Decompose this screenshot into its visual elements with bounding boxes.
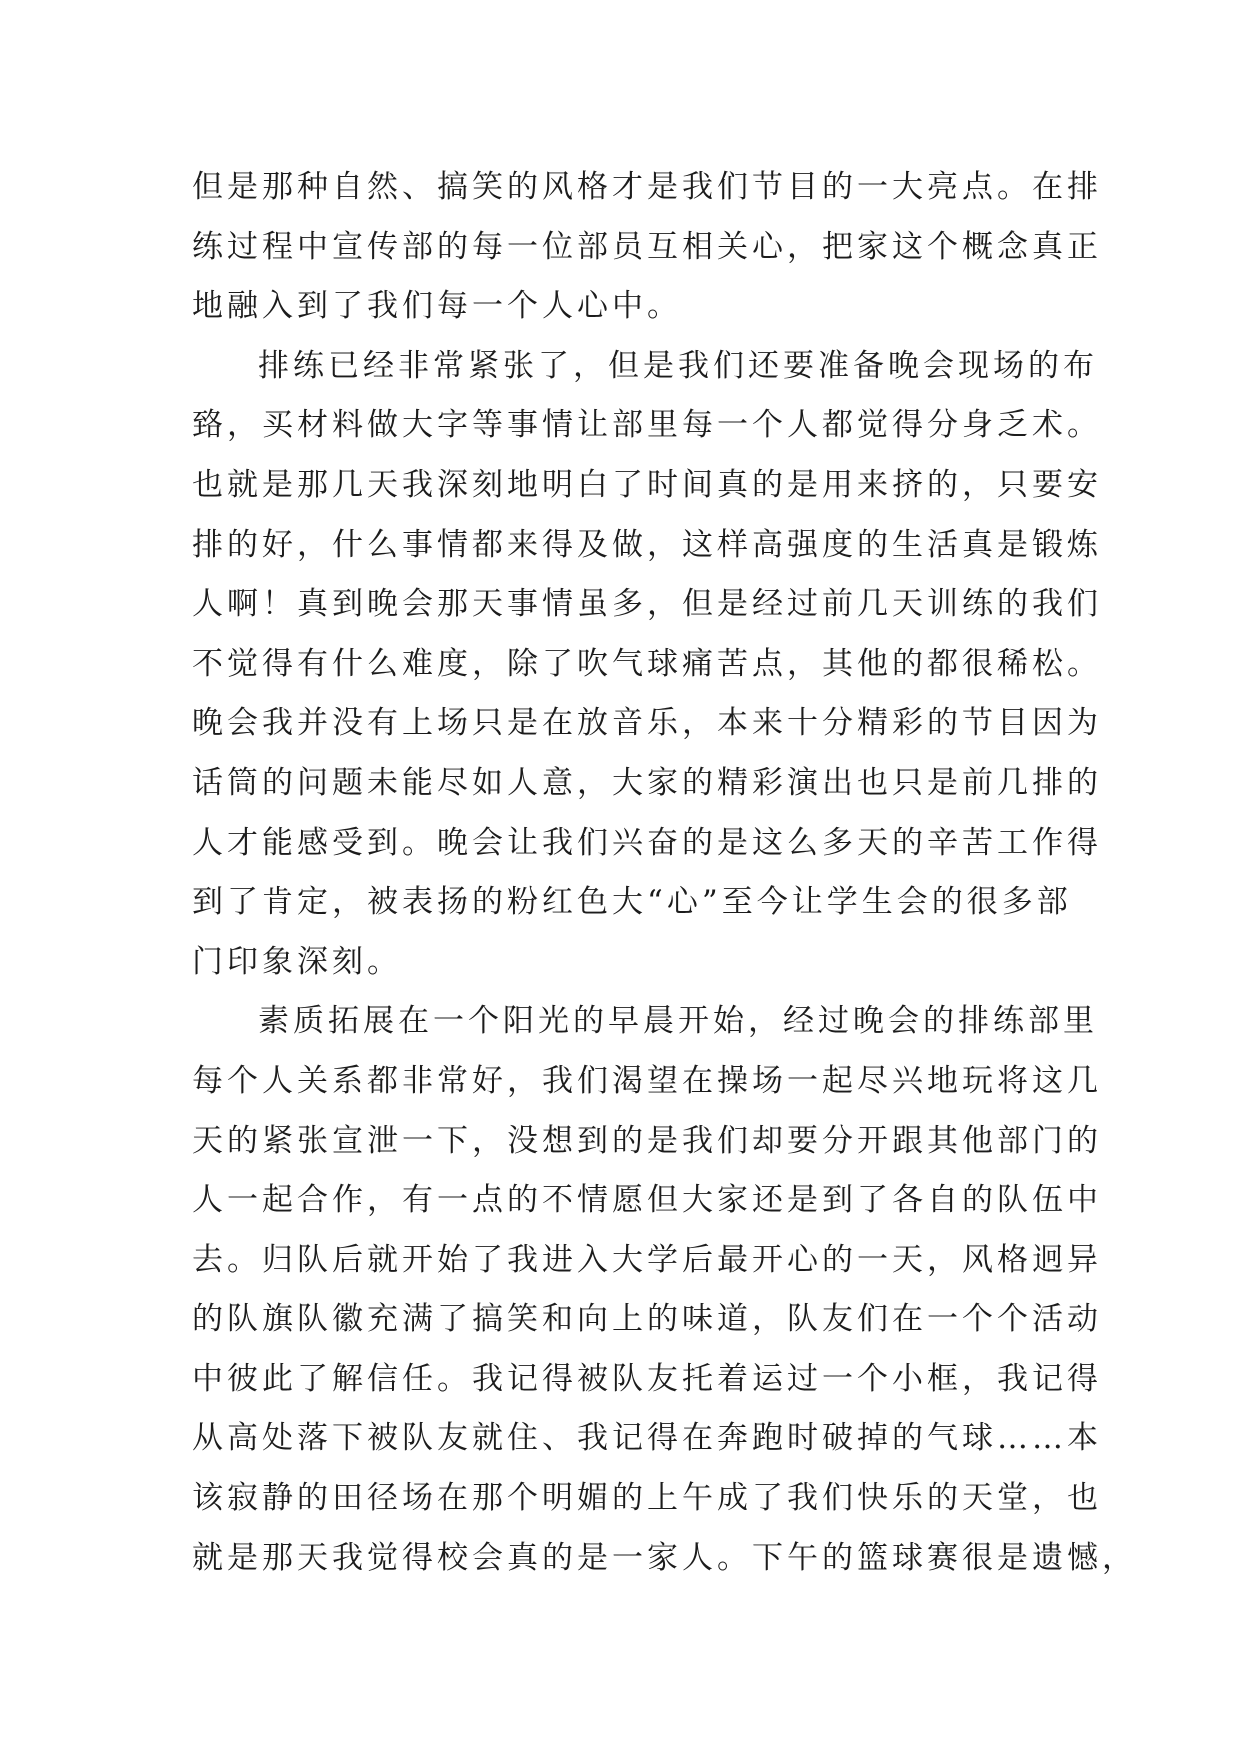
body-text	[192, 158, 1137, 1588]
text-line: 人才能感受到。晚会让我们兴奋的是这么多天的辛苦工作得	[192, 824, 1102, 861]
text-line: 人啊！真到晚会那天事情虽多，但是经过前几天训练的我们	[192, 586, 1102, 623]
text-line: 练过程中宣传部的每一位部员互相关心，把家这个概念真正	[192, 228, 1102, 265]
paragraph-first-line: 素质拓展在一个阳光的早晨开始，经过晚会的排练部里	[258, 1003, 1098, 1040]
text-line: 也就是那几天我深刻地明白了时间真的是用来挤的，只要安	[192, 466, 1102, 503]
text-line: 但是那种自然、搞笑的风格才是我们节目的一大亮点。在排	[192, 169, 1102, 205]
text-line: 不觉得有什么难度，除了吹气球痛苦点，其他的都很稀松。	[192, 645, 1102, 682]
text-line: 天的紧张宣泄一下，没想到的是我们却要分开跟其他部门的	[192, 1122, 1102, 1159]
text-line: 地融入到了我们每一个人心中。	[192, 288, 682, 325]
text-line: 每个人关系都非常好，我们渴望在操场一起尽兴地玩将这几	[192, 1062, 1102, 1099]
text-line: 的队旗队徽充满了搞笑和向上的味道，队友们在一个个活动	[192, 1301, 1102, 1338]
text-line: 门印象深刻。	[192, 943, 402, 980]
paragraph-first-line: 排练已经非常紧张了，但是我们还要准备晚会现场的布	[258, 347, 1098, 384]
text-line: 臵，买材料做大字等事情让部里每一个人都觉得分身乏术。	[192, 407, 1102, 444]
text-line: 中彼此了解信任。我记得被队友托着运过一个小框，我记得	[192, 1360, 1102, 1397]
text-line: 该寂静的田径场在那个明媚的上午成了我们快乐的天堂，也	[192, 1480, 1102, 1517]
text-line: 排的好，什么事情都来得及做，这样高强度的生活真是锻炼	[192, 526, 1102, 563]
text-line: 去。归队后就开始了我进入大学后最开心的一天，风格迥异	[192, 1241, 1102, 1278]
text-line: 话筒的问题未能尽如人意，大家的精彩演出也只是前几排的	[192, 764, 1102, 801]
text-line: 人一起合作，有一点的不情愿但大家还是到了各自的队伍中	[192, 1182, 1102, 1219]
text-line: 到了肯定，被表扬的粉红色大“心”至今让学生会的很多部	[192, 884, 1072, 921]
text-line: 晚会我并没有上场只是在放音乐，本来十分精彩的节目因为	[192, 705, 1102, 742]
text-line: 从高处落下被队友就住、我记得在奔跑时破掉的气球……本	[192, 1420, 1102, 1457]
text-line: 就是那天我觉得校会真的是一家人。下午的篮球赛很是遗憾，	[192, 1539, 1137, 1576]
